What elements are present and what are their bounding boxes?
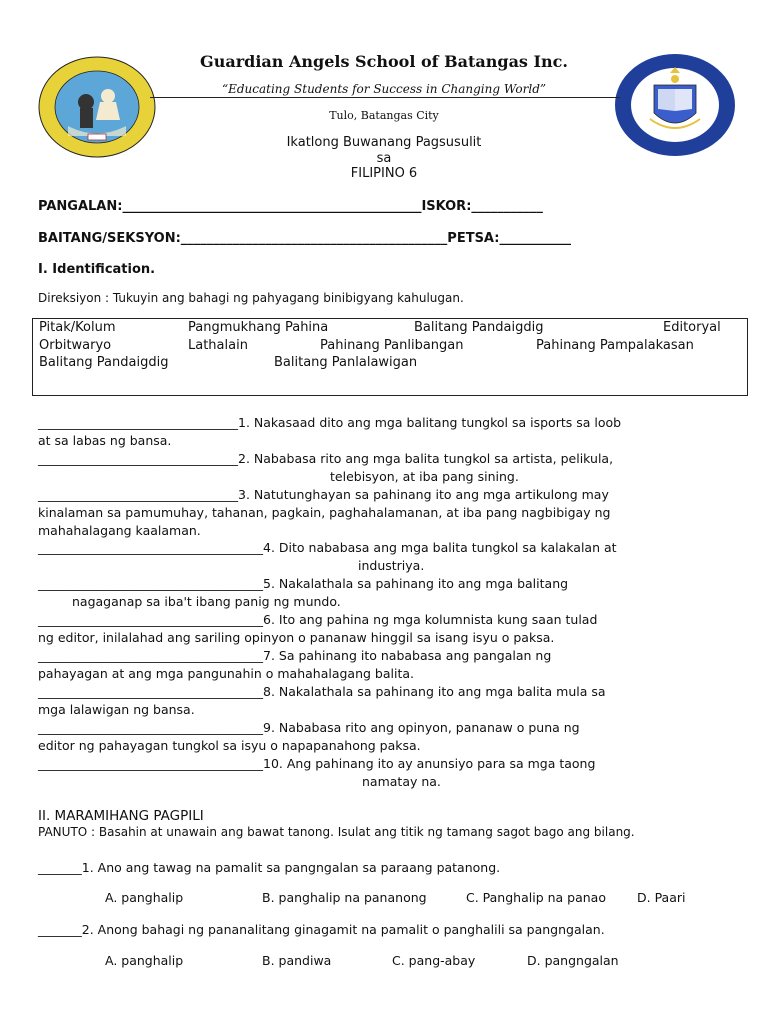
mc-choice-b: B. pandiwa — [262, 953, 332, 968]
answer-blank[interactable]: ____________________________________ — [38, 648, 263, 663]
mc-question-2: _______2. Anong bahagi ng pananalitang ginagamit na pamalit o panghalili sa pangngalan. — [38, 922, 605, 937]
name-row — [38, 199, 543, 214]
answer-blank[interactable]: ________________________________ — [38, 415, 238, 430]
score-blank[interactable]: ___________ — [471, 199, 543, 214]
answer-blank[interactable]: _______ — [38, 922, 82, 937]
part1-direction: Direksiyon : Tukuyin ang bahagi ng pahyagang binibigyang kahulugan. — [38, 291, 464, 305]
id-item-5: ____________________________________5. Nakalathala sa pahinang ito ang mga balitang nagaganap sa iba't ibang panig ng mundo. — [38, 576, 569, 609]
choice-item: Balitang Pandaigdig — [39, 355, 169, 370]
id-item-8: ____________________________________8. Nakalathala sa pahinang ito ang mga balita mula sa mga lalawigan ng bansa. — [38, 684, 606, 717]
answer-blank[interactable]: ____________________________________ — [38, 684, 263, 699]
exam-subject: FILIPINO 6 — [350, 166, 418, 181]
choice-item: Editoryal — [663, 320, 721, 335]
school-motto: “Educating Students for Success in Changing World” — [221, 82, 547, 96]
answer-blank[interactable]: ________________________________ — [38, 451, 238, 466]
mc-choice-d: D. Paari — [637, 890, 686, 905]
score-label: ISKOR: — [421, 199, 472, 214]
grade-label: BAITANG/SEKSYON: — [38, 231, 181, 246]
id-item-7: ____________________________________7. Sa pahinang ito nababasa ang pangalan ng pahayagan at ang mga pangunahin o mahahalagang balita. — [38, 648, 552, 681]
answer-blank[interactable]: ____________________________________ — [38, 576, 263, 591]
id-item-4: ____________________________________4. Dito nababasa ang mga balita tungkol sa kalakalan at industriya. — [38, 540, 617, 573]
motto-divider — [150, 97, 620, 98]
id-item-10: ____________________________________10. Ang pahinang ito ay anunsiyo para sa mga taong namatay na. — [38, 756, 596, 789]
choice-item: Pahinang Panlibangan — [320, 338, 464, 353]
choice-item: Balitang Panlalawigan — [274, 355, 418, 370]
choice-item: Balitang Pandaigdig — [414, 320, 544, 335]
id-item-9: ____________________________________9. Nababasa rito ang opinyon, pananaw o puna ng editor ng pahayagan tungkol sa isyu o napapanahong paksa. — [38, 720, 580, 753]
choice-item: Pangmukhang Pahina — [188, 320, 329, 335]
choice-item: Pitak/Kolum — [39, 320, 116, 335]
choice-item: Orbitwaryo — [39, 338, 112, 353]
answer-blank[interactable]: ____________________________________ — [38, 756, 263, 771]
answer-blank[interactable]: ____________________________________ — [38, 612, 263, 627]
choice-item: Pahinang Pampalakasan — [536, 338, 694, 353]
mc-choice-c: C. Panghalip na panao — [466, 890, 606, 905]
name-blank[interactable]: ______________________________________________ — [122, 199, 422, 214]
date-label: PETSA: — [447, 231, 500, 246]
grade-row — [38, 231, 571, 246]
answer-blank[interactable]: ________________________________ — [38, 487, 238, 502]
part2-title: II. MARAMIHANG PAGPILI — [38, 808, 204, 824]
school-name: Guardian Angels School of Batangas Inc. — [200, 52, 568, 71]
exam-title-sa: sa — [376, 151, 392, 166]
school-address: Tulo, Batangas City — [329, 109, 439, 122]
answer-blank[interactable]: ____________________________________ — [38, 540, 263, 555]
mc-question-1: _______1. Ano ang tawag na pamalit sa pangngalan sa paraang patanong. — [38, 860, 501, 875]
grade-blank[interactable]: _________________________________________ — [180, 231, 448, 246]
choice-item: Lathalain — [188, 338, 248, 353]
mc-choice-a: A. panghalip — [105, 953, 184, 968]
answer-blank[interactable]: _______ — [38, 860, 82, 875]
id-item-3: ________________________________3. Natutunghayan sa pahinang ito ang mga artikulong may kinalaman sa pamumuhay, tahanan, pagkain, paghahalamanan, at iba pang nagbibigay ng mahahalagang kaalaman. — [38, 487, 611, 538]
answer-blank[interactable]: ____________________________________ — [38, 720, 263, 735]
name-label: PANGALAN: — [38, 199, 123, 214]
date-blank[interactable]: ___________ — [499, 231, 571, 246]
id-item-2: ________________________________2. Nababasa rito ang mga balita tungkol sa artista, pelikula, telebisyon, at iba pang sining. — [38, 451, 614, 484]
part1-title: I. Identification. — [38, 262, 156, 277]
part2-direction: PANUTO : Basahin at unawain ang bawat tanong. Isulat ang titik ng tamang sagot bago ang bilang. — [38, 825, 635, 839]
exam-title: Ikatlong Buwanang Pagsusulit — [286, 135, 482, 150]
id-item-1: ________________________________1. Nakasaad dito ang mga balitang tungkol sa isports sa loob at sa labas ng bansa. — [38, 415, 622, 448]
mc-choice-d: D. pangngalan — [527, 953, 619, 968]
mc-choice-b: B. panghalip na pananong — [262, 890, 427, 905]
id-item-6: ____________________________________6. Ito ang pahina ng mga kolumnista kung saan tulad ng editor, inilalahad ang sariling opinyon o pananaw hinggil sa isang isyu o paksa. — [38, 612, 598, 645]
mc-choice-a: A. panghalip — [105, 890, 184, 905]
mc-choice-c: C. pang-abay — [392, 953, 476, 968]
